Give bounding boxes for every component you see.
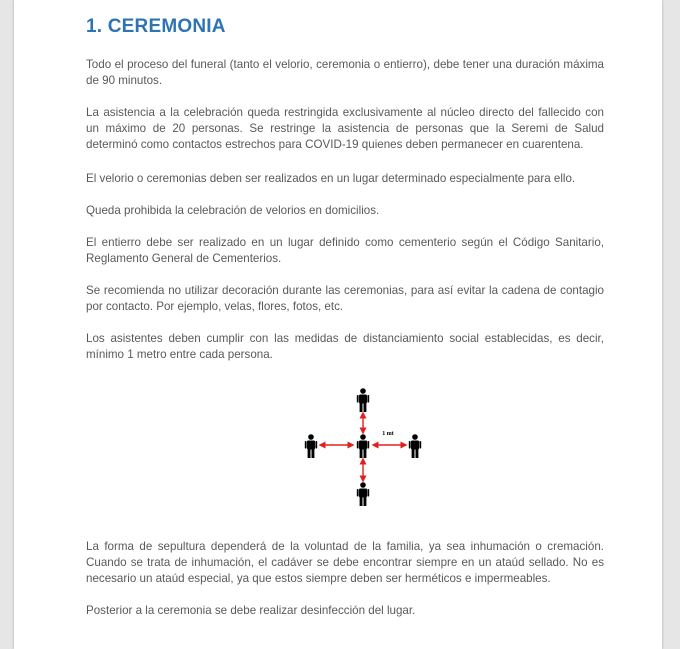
social-distance-diagram <box>298 382 428 512</box>
person-icon-center <box>357 434 369 458</box>
paragraph-burial-form: La forma de sepultura dependerá de la voluntad de la familia, ya sea inhumación o cremación. Cuando se trata de inhumación, el cadáver se debe encontrar siempre en un ataúd sellado. No es necesario un ataúd especial, ya que estos siempre deben ser herméticos e impermeables. <box>86 540 604 585</box>
paragraph-home-prohibition: Queda prohibida la celebración de velorios en domicilios. <box>86 204 380 217</box>
distance-label: 1 mt <box>382 431 394 437</box>
paragraph-venue: El velorio o ceremonias deben ser realizados en un lugar determinado especialmente para ello. <box>86 172 576 185</box>
paragraph-attendance: La asistencia a la celebración queda restringida exclusivamente al núcleo directo del fallecido con un máximo de 20 personas. Se restringe la asistencia de personas que la Seremi de Salud determinó como contactos estrechos para COVID-19 quienes deben permanecer en cuarentena. <box>86 106 604 151</box>
paragraph-disinfection: Posterior a la ceremonia se debe realizar desinfección del lugar. <box>86 604 416 617</box>
viewer-margin <box>664 0 680 649</box>
person-icon-bottom <box>357 482 369 506</box>
paragraph-burial-site: El entierro debe ser realizado en un lugar definido como cementerio según el Código Sanitario, Reglamento General de Cementerios. <box>86 236 604 265</box>
paragraph-distancing: Los asistentes deben cumplir con las medidas de distanciamiento social establecidas, es decir, mínimo 1 metro entre cada persona. <box>86 332 604 361</box>
person-icon-right <box>409 434 421 458</box>
person-icon-top <box>357 388 369 412</box>
paragraph-decoration: Se recomienda no utilizar decoración durante las ceremonias, para así evitar la cadena de contagio por contacto. Por ejemplo, velas, flores, fotos, etc. <box>86 284 604 313</box>
person-icon-left <box>305 434 317 458</box>
paragraph-duration: Todo el proceso del funeral (tanto el velorio, ceremonia o entierro), debe tener una duración máxima de 90 minutos. <box>86 58 604 87</box>
section-title: 1. CEREMONIA <box>86 16 226 37</box>
